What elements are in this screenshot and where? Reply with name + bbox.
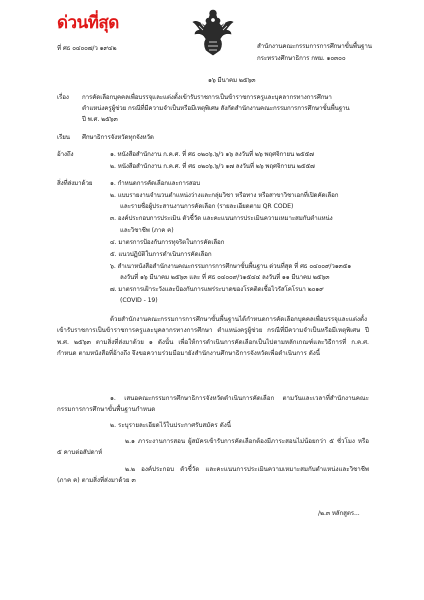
enclosure-item: และวิชาชีพ (ภาค ค) xyxy=(120,227,174,234)
body-paragraph-1: ด้วยสำนักงานคณะกรรมการการศึกษาขั้นพื้นฐานได้กำหนดการคัดเลือกบุคคลเพื่อบรรจุและแต่งตั้งเข้ารับราชการเป็นข้าราชการครูและบุคลากรทางการศึกษา ตำแหน่งครูผู้ช่วย กรณีที่มีความจำเป็นหรือมีเหตุพิเศษ ปี พ.ศ. ๒๕๖๓ ตามสิ่งที่ส่งมาด้วย ๑ ดังนั้น เพื่อให้การดำเนินการคัดเลือกเป็นไปตามหลักเกณฑ์และวิธีการที่ ก.ค.ศ. กำหนด ตามหนังสือที่อ้างถึง จึงขอความร่วมมือมายังสำนักงานศึกษาธิการจังหวัดเพื่อดำเนินการ ดังนี้ xyxy=(57,316,369,357)
body-item-2: ๒. ระบุรายละเอียดไว้ในประกาศรับสมัคร ดังนี้ xyxy=(110,422,231,429)
enclosure-item: ลงวันที่ ๑๖ มีนาคม ๒๕๖๓ และ ที่ ศธ ๐๔๐๐๙/ว๑๕๔๔ ลงวันที่ ๑๑ มีนาคม ๒๕๖๓ xyxy=(120,274,330,281)
enclosure-item: ๗. มาตรการเฝ้าระวังและป้องกันการแพร่ระบาดของโรคติดเชื้อไวรัสโคโรนา ๒๐๑๙ xyxy=(110,286,324,293)
enclosure-item: ๔. มาตรการป้องกันการทุจริตในการคัดเลือก xyxy=(110,239,225,246)
to-value: ศึกษาธิการจังหวัดทุกจังหวัด xyxy=(82,134,154,141)
continued-marker: /๒.๓ หลักสูตร... xyxy=(318,510,360,517)
agency-address: กระทรวงศึกษาธิการ กทม. ๑๐๓๐๐ xyxy=(257,55,346,62)
urgency-label: ด่วนที่สุด xyxy=(57,13,119,33)
refs-label: อ้างถึง xyxy=(57,151,74,158)
document-date: ๑๖ มีนาคม ๒๕๖๓ xyxy=(208,77,256,84)
subject-line-1: การคัดเลือกบุคคลเพื่อบรรจุและแต่งตั้งเข้ารับราชการเป็นข้าราชการครูและบุคลากรทางการศึกษา xyxy=(82,94,332,101)
enclosure-item: ๑. กำหนดการคัดเลือกและการสอบ xyxy=(110,180,201,187)
subject-line-2: ตำแหน่งครูผู้ช่วย กรณีที่มีความจำเป็นหรือมีเหตุพิเศษ สังกัดสำนักงานคณะกรรมการการศึกษาขั้นพื้นฐาน xyxy=(82,105,350,112)
enclosure-item: (COVID - 19) xyxy=(120,297,158,304)
enclosure-item: และรายชื่อผู้ประสานงานการคัดเลือก (รายละเอียดตาม QR CODE) xyxy=(120,203,294,210)
garuda-emblem-icon xyxy=(191,6,235,58)
enclosure-item: ๒. แบบรายงานจำนวนตำแหน่งว่างและกลุ่มวิชา หรือทาง หรือสาขาวิชาเอกที่เปิดคัดเลือก xyxy=(110,192,339,199)
body-item-2-2: ๒.๒ องค์ประกอบ ตัวชี้วัด และคะแนนการประเมินความเหมาะสมกับตำแหน่งและวิชาชีพ (ภาค ค) ตามสิ่งที่ส่งมาด้วย ๓ xyxy=(57,466,369,485)
enclosures-label: สิ่งที่ส่งมาด้วย xyxy=(57,180,93,187)
document-number: ที่ ศธ ๐๔๐๐๗/ว ๑๙๔๒ xyxy=(57,45,117,52)
body-item-1: ๑. เสนอคณะกรรมการศึกษาธิการจังหวัดดำเนินการคัดเลือก ตามวันและเวลาที่สำนักงานคณะกรรมการการศึกษาขั้นพื้นฐานกำหนด xyxy=(57,395,369,414)
to-label: เรียน xyxy=(57,134,70,141)
body-item-2-1: ๒.๑ ภาระงานการสอน ผู้สมัครเข้ารับการคัดเลือกต้องมีภาระสอนไม่น้อยกว่า ๕ ชั่วโมง หรือ ๕ คาบต่อสัปดาห์ xyxy=(57,438,369,457)
subject-line-3: ปี พ.ศ. ๒๕๖๓ xyxy=(82,116,118,123)
ref-item: ๒. หนังสือสำนักงาน ก.ค.ศ. ที่ ศธ ๐๒๐๖.๖/ว ๑๗ ลงวันที่ ๒๖ พฤศจิกายน ๒๕๕๗ xyxy=(110,163,315,170)
ref-item: ๑. หนังสือสำนักงาน ก.ค.ศ. ที่ ศธ ๐๒๐๖.๖/ว ๑๖ ลงวันที่ ๒๖ พฤศจิกายน ๒๕๕๗ xyxy=(110,151,314,158)
enclosure-item: ๓. องค์ประกอบการประเมิน ตัวชี้วัด และคะแนนการประเมินความเหมาะสมกับตำแหน่ง xyxy=(110,215,333,222)
enclosure-item: ๖. สำเนาหนังสือสำนักงานคณะกรรมการการศึกษาขั้นพื้นฐาน ด่วนที่สุด ที่ ศธ ๐๔๐๐๙/ว๑๓๕๑ xyxy=(110,263,352,270)
subject-label: เรื่อง xyxy=(57,94,69,101)
agency-name: สำนักงานคณะกรรมการการศึกษาขั้นพื้นฐาน xyxy=(257,43,372,50)
enclosure-item: ๕. แนวปฏิบัติในการดำเนินการคัดเลือก xyxy=(110,251,212,258)
